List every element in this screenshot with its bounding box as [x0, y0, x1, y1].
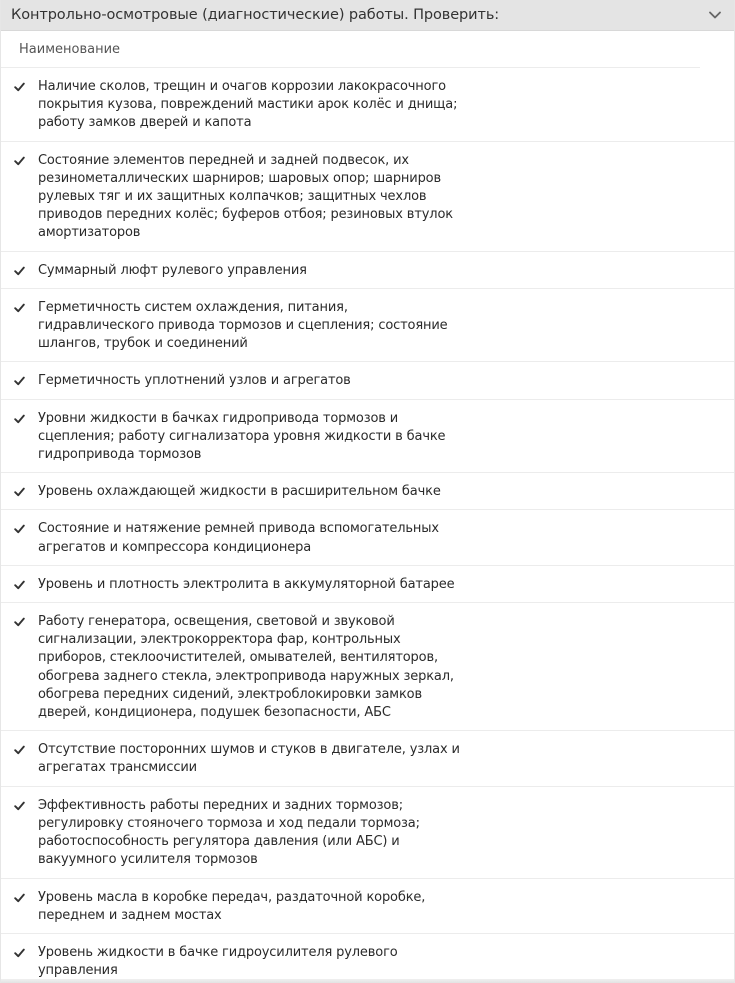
- list-item: [1, 252, 734, 289]
- list-item: [1, 603, 734, 731]
- accordion-header[interactable]: [1, 0, 734, 31]
- section-title: Контрольно-осмотровые (диагностические) работы. Проверить:: [11, 7, 500, 23]
- list-item-text: Эффективность работы передних и задних тормозов; регулировку стояночего тормоза и ход педали тормоза; работоспособность регулятора давления (или АБС) и вакуумного усилителя тормозов: [38, 797, 420, 868]
- list-item: [1, 362, 734, 399]
- check-icon: [14, 580, 25, 590]
- list-item-text: Уровень масла в коробке передач, раздаточной коробке, переднем и заднем мостах: [38, 889, 426, 923]
- list-item: [1, 566, 734, 603]
- list-item-text: Состояние элементов передней и задней подвесок, их резинометаллических шарниров; шаровых опор; шарниров рулевых тяг и их защитных колпачков; защитных чехлов приводов передних колёс; буферов отбоя; резиновых втулок амортизаторов: [38, 152, 453, 241]
- check-icon: [14, 893, 25, 903]
- list-item-text: Наличие сколов, трещин и очагов коррозии лакокрасочного покрытия кузова, повреждений мастики арок колёс и днища; работу замков дверей и капота: [38, 79, 458, 131]
- check-icon: [14, 524, 25, 534]
- check-icon: [14, 948, 25, 958]
- check-icon: [14, 156, 25, 166]
- list-item-text: Состояние и натяжение ремней привода вспомогательных агрегатов и компрессора кондиционера: [38, 521, 439, 555]
- check-icon: [14, 266, 25, 276]
- check-icon: [14, 617, 25, 627]
- column-header-label: Наименование: [19, 41, 121, 57]
- list-item: [1, 473, 734, 510]
- check-icon: [14, 376, 25, 386]
- list-item-text: Отсутствие посторонних шумов и стуков в двигателе, узлах и агрегатах трансмиссии: [38, 742, 460, 776]
- list-item-text: Уровни жидкости в бачках гидропривода тормозов и сцепления; работу сигнализатора уровня жидкости в бачке гидропривода тормозов: [38, 410, 446, 463]
- list-item-text: Суммарный люфт рулевого управления: [38, 262, 307, 278]
- list-item-text: Работу генератора, освещения, световой и звуковой сигнализации, электрокорректора фар, контрольных приборов, стеклоочистителей, омывателей, вентиляторов, обогрева заднего стекла, электропривода наружных зеркал, обогрева передних сидений, электроблокировки замков дверей, кондиционера, подушек безопасности, АБС: [38, 614, 454, 721]
- list-item-text: Уровень охлаждающей жидкости в расширительном бачке: [38, 484, 441, 500]
- check-icon: [14, 745, 25, 755]
- list-item: [1, 731, 734, 786]
- list-item-text: Герметичность уплотнений узлов и агрегатов: [38, 373, 351, 389]
- list-item: [1, 289, 734, 363]
- scroll-edge: [1, 979, 734, 983]
- chevron-down-icon[interactable]: [708, 8, 722, 22]
- list-item-text: Уровень и плотность электролита в аккумуляторной батарее: [38, 576, 455, 592]
- column-header: [1, 31, 700, 68]
- checklist: [1, 68, 734, 983]
- check-icon: [14, 303, 25, 313]
- list-item: [1, 787, 734, 879]
- list-item: [1, 879, 734, 934]
- list-item-text: Герметичность систем охлаждения, питания, гидравлического привода тормозов и сцепления; состояние шлангов, трубок и соединений: [38, 299, 448, 352]
- list-item-text: Уровень жидкости в бачке гидроусилителя рулевого управления: [38, 944, 398, 979]
- list-item: [1, 142, 734, 252]
- check-icon: [14, 414, 25, 424]
- list-item: [1, 400, 734, 474]
- list-item: [1, 68, 734, 142]
- check-icon: [14, 82, 25, 92]
- list-item: [1, 510, 734, 565]
- list-item: [1, 934, 734, 983]
- check-icon: [14, 801, 25, 811]
- check-icon: [14, 487, 25, 497]
